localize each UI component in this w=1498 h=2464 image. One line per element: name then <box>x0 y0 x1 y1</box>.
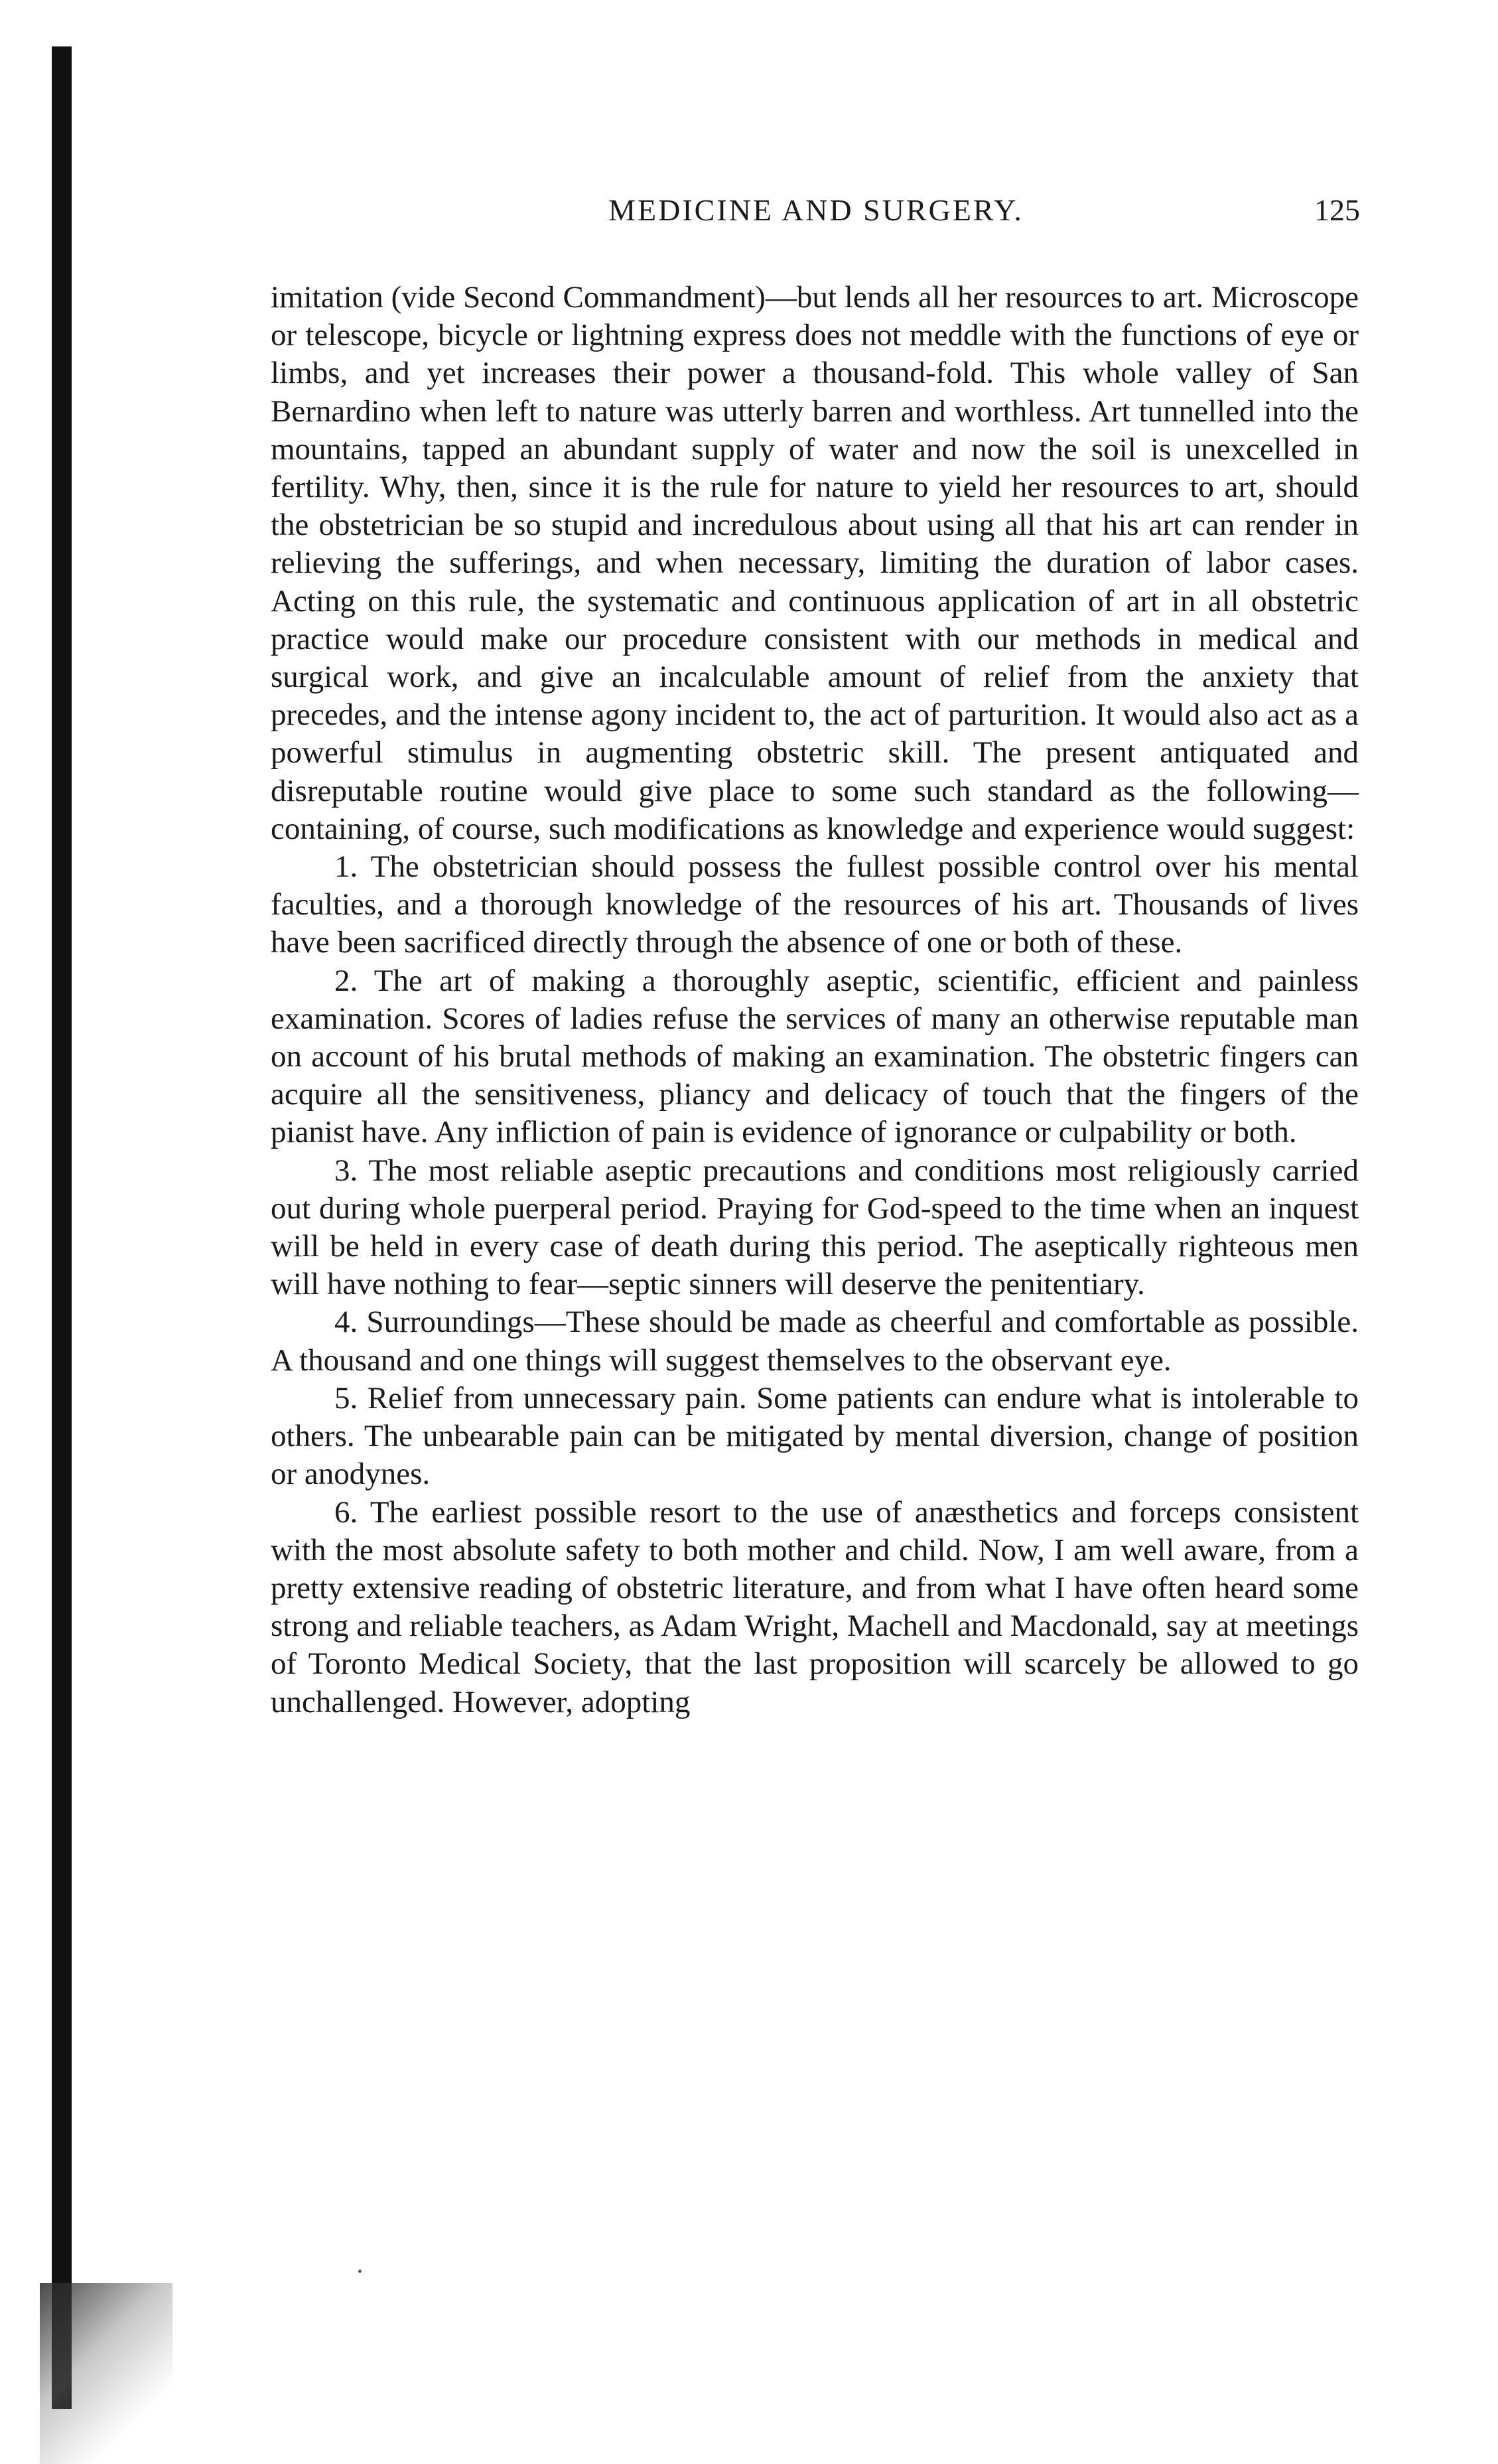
list-item-2: 2. The art of making a thoroughly aseptic, scientific, efficient and painless examination. Scores of ladies refuse the services of many an otherwise reputable man on account of his brutal methods of making an examination. The obstetric fingers can acquire all the sensitiveness, pliancy and delicacy of touch that the fingers of the pianist have. Any infliction of pain is evidence of ignorance or culpability or both. <box>271 963 1359 1150</box>
body-text <box>271 279 1359 1721</box>
binding-shadow <box>40 2283 172 2464</box>
list-item-4: 4. Surroundings—These should be made as cheerful and comfortable as possible. A thousand and one things will suggest themselves to the observant eye. <box>271 1305 1359 1378</box>
list-item-5: 5. Relief from unnecessary pain. Some patients can endure what is intolerable to others. The unbearable pain can be mitigated by mental diversion, change of position or anodynes. <box>271 1380 1359 1492</box>
page-number: 125 <box>1314 193 1360 227</box>
running-head <box>272 192 1360 239</box>
list-item-3: 3. The most reliable aseptic precautions and conditions most religiously carried out during whole puerperal period. Praying for God-speed to the time when an inquest will be held in every case of death during this period. The aseptically righteous men will have nothing to fear—septic sinners will deserve the penitentiary. <box>271 1153 1359 1302</box>
book-binding-edge <box>52 46 72 2409</box>
opening-paragraph: imitation (vide Second Commandment)—but lends all her resources to art. Microscope or telescope, bicycle or lightning express does not meddle with the functions of eye or limbs, and yet increases their power a thousand-fold. This whole valley of San Bernardino when left to nature was utterly barren and worthless. Art tunnelled into the mountains, tapped an abundant supply of water and now the soil is unexcelled in fertility. Why, then, since it is the rule for nature to yield her resources to art, should the obstetrician be so stupid and incredulous about using all that his art can render in relieving the sufferings, and when necessary, limiting the duration of labor cases. Acting on this rule, the systematic and continuous application of art in all obstetric practice would make our procedure consistent with our methods in medical and surgical work, and give an incalculable amount of relief from the anxiety that precedes, and the intense agony incident to, the act of parturition. It would also act as a powerful stimulus in augmenting obstetric skill. The present antiquated and disreputable routine would give place to some such standard as the following—containing, of course, such modifications as knowledge and experience would suggest: <box>271 280 1359 846</box>
running-title: MEDICINE AND SURGERY. <box>608 193 1024 227</box>
list-item-6: 6. The earliest possible resort to the use of anæsthetics and forceps consistent with the most absolute safety to both mother and child. Now, I am well aware, from a pretty extensive reading of obstetric literature, and from what I have often heard some strong and reliable teachers, as Adam Wright, Machell and Macdonald, say at meetings of Toronto Medical Society, that the last proposition will scarcely be allowed to go unchallenged. However, adopting <box>271 1494 1359 1719</box>
print-speck <box>358 2270 362 2273</box>
list-item-1: 1. The obstetrician should possess the fullest possible control over his mental faculties, and a thorough knowledge of the resources of his art. Thousands of lives have been sacrificed directly through the absence of one or both of these. <box>271 849 1359 960</box>
